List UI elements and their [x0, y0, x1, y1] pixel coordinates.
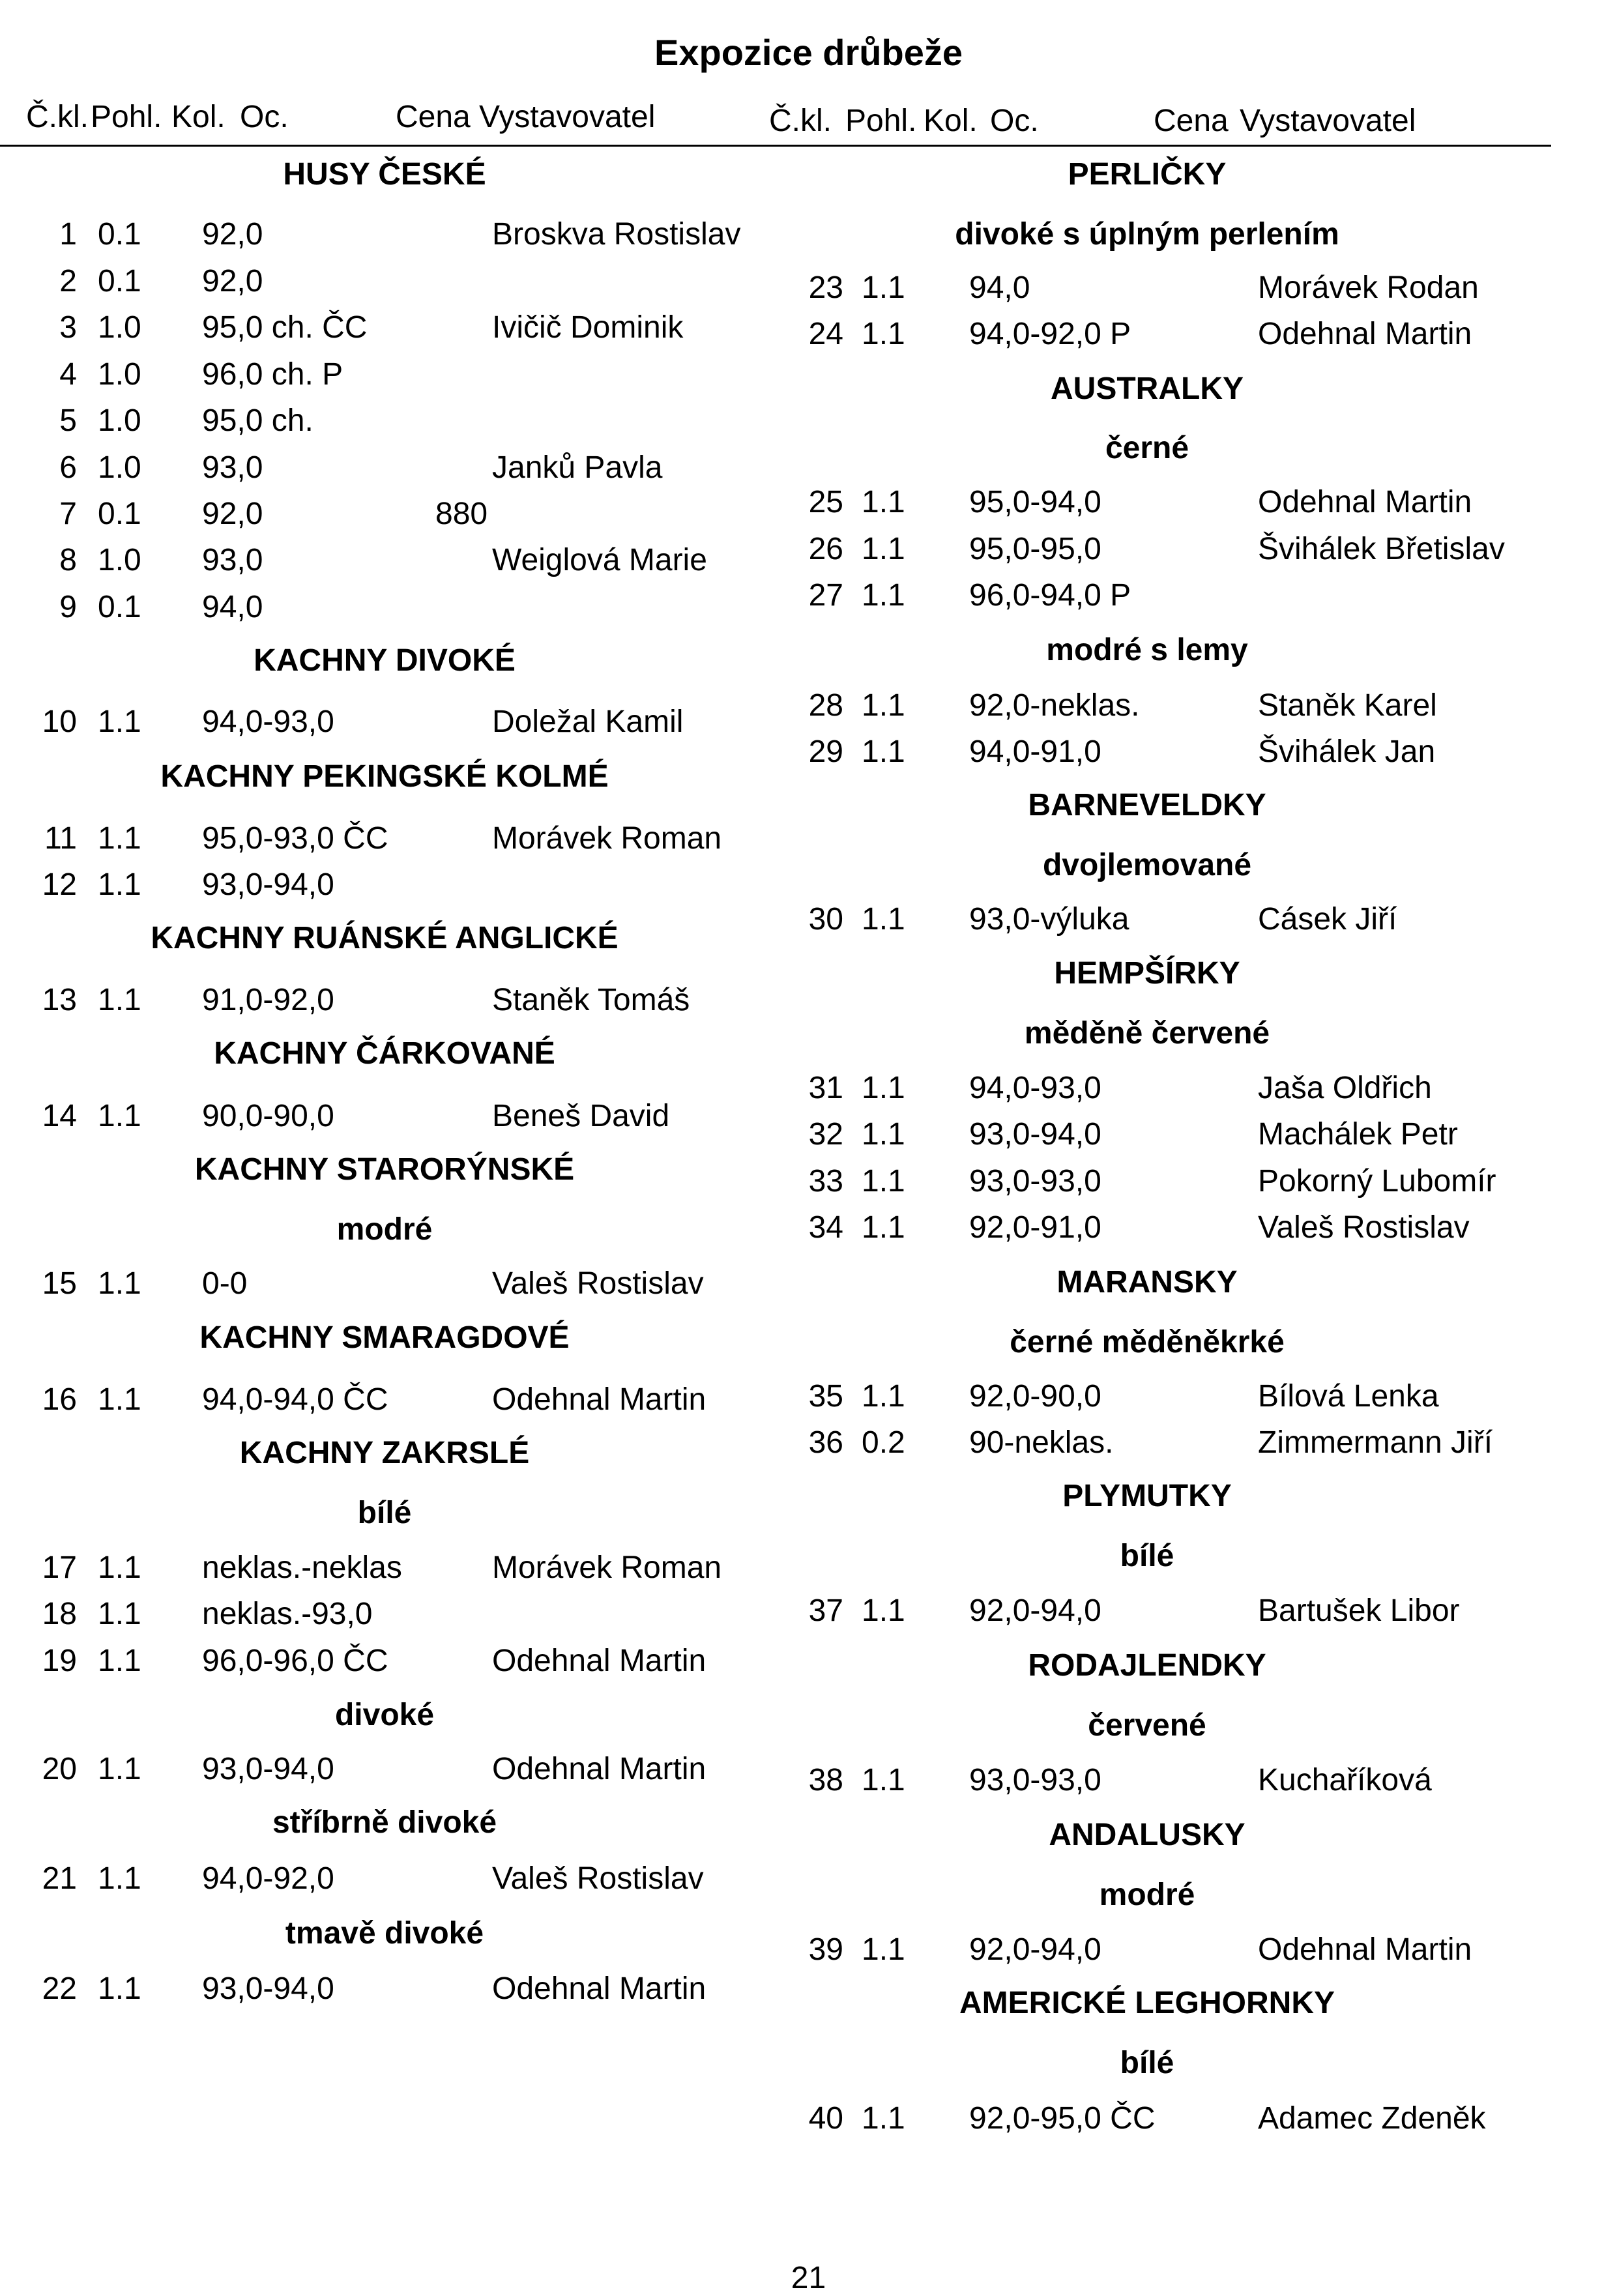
section-heading: dvojlemované [1042, 848, 1252, 882]
page-number: 21 [791, 2261, 826, 2295]
entry-row [0, 316, 1617, 355]
entry-sex-count: 1.1 [862, 1210, 905, 1245]
entry-row [0, 901, 1617, 940]
entry-row [0, 577, 1617, 617]
entry-number: 25 [808, 485, 843, 519]
entry-sex-count: 1.1 [98, 1266, 141, 1301]
entry-rating: 93,0 [202, 450, 263, 485]
entry-row [0, 2100, 1617, 2140]
entry-sex-count: 0.1 [98, 497, 141, 531]
entry-number: 20 [42, 1752, 77, 1786]
section-heading: stříbrně divoké [272, 1805, 497, 1840]
entry-exhibitor: Ivičič Dominik [492, 310, 684, 345]
section-heading: AUSTRALKY [1051, 371, 1244, 406]
section-heading: KACHNY DIVOKÉ [254, 643, 516, 678]
entry-number: 18 [42, 1597, 77, 1631]
entry-number: 39 [808, 1932, 843, 1967]
section-heading: černé měděněkrké [1010, 1325, 1285, 1359]
entry-number: 26 [808, 532, 843, 566]
section-heading: černé [1105, 431, 1189, 465]
entry-exhibitor: Valeš Rostislav [1258, 1210, 1470, 1245]
entry-sex-count: 1.1 [862, 2101, 905, 2136]
entry-row [0, 1425, 1617, 1464]
entry-rating: 90-neklas. [969, 1425, 1114, 1460]
entry-rating: 92,0-95,0 ČC [969, 2101, 1156, 2136]
section-heading: HUSY ČESKÉ [283, 157, 486, 192]
section-heading: tmavě divoké [285, 1916, 484, 1951]
entry-exhibitor: Broskva Rostislav [492, 217, 741, 252]
entry-sex-count: 1.1 [862, 532, 905, 566]
entry-sex-count: 1.1 [862, 1593, 905, 1628]
entry-exhibitor: Valeš Rostislav [492, 1861, 704, 1896]
entry-exhibitor: Bartušek Libor [1258, 1593, 1460, 1628]
entry-number: 15 [42, 1266, 77, 1301]
entry-number: 36 [808, 1425, 843, 1460]
entry-sex-count: 1.1 [98, 1099, 141, 1133]
section-heading: modré s lemy [1046, 633, 1248, 667]
entry-number: 11 [44, 821, 77, 856]
entry-row [0, 1378, 1617, 1417]
entry-rating: neklas.-93,0 [202, 1597, 373, 1631]
entry-rating: 92,0-neklas. [969, 688, 1140, 723]
header-left-cena: Cena [396, 100, 471, 134]
entry-rating: 94,0-94,0 ČC [202, 1382, 388, 1417]
section-heading: bílé [1120, 1539, 1174, 1573]
entry-sex-count: 1.1 [862, 1763, 905, 1797]
entry-row [0, 270, 1617, 309]
section-heading: PLYMUTKY [1062, 1479, 1232, 1513]
entry-sex-count: 1.1 [862, 1164, 905, 1199]
entry-sex-count: 1.1 [98, 1550, 141, 1585]
entry-rating: 94,0-93,0 [969, 1071, 1101, 1105]
section-heading: KACHNY SMARAGDOVÉ [199, 1320, 570, 1355]
entry-sex-count: 0.2 [862, 1425, 905, 1460]
entry-row [0, 531, 1617, 570]
entry-number: 35 [808, 1379, 843, 1414]
entry-sex-count: 1.1 [98, 1971, 141, 2006]
header-left-ocenenni: Oc. [240, 100, 289, 134]
entry-row [0, 1070, 1617, 1109]
entry-row [0, 484, 1617, 523]
entry-sex-count: 0.1 [98, 217, 141, 252]
entry-sex-count: 1.1 [862, 578, 905, 613]
entry-rating: 93,0-93,0 [969, 1164, 1101, 1199]
entry-rating: 92,0-94,0 [969, 1932, 1101, 1967]
header-divider [0, 145, 1551, 147]
header-right-kolekce: Kol. [924, 104, 978, 138]
entry-number: 8 [59, 543, 77, 577]
entry-rating: 94,0-93,0 [202, 705, 334, 739]
entry-rating: neklas.-neklas [202, 1550, 402, 1585]
entry-sex-count: 1.1 [98, 1382, 141, 1417]
entry-number: 9 [59, 590, 77, 624]
entry-rating: 93,0-94,0 [202, 867, 334, 902]
entry-exhibitor: Beneš David [492, 1099, 670, 1133]
entry-number: 29 [808, 734, 843, 769]
entry-sex-count: 1.1 [98, 1597, 141, 1631]
section-heading: MARANSKY [1056, 1265, 1238, 1300]
entry-number: 27 [808, 578, 843, 613]
entry-sex-count: 1.0 [98, 543, 141, 577]
entry-number: 22 [42, 1971, 77, 2006]
entry-rating: 96,0-96,0 ČC [202, 1644, 388, 1678]
entry-number: 10 [42, 705, 77, 739]
entry-sex-count: 1.1 [862, 1932, 905, 1967]
entry-sex-count: 1.1 [98, 821, 141, 856]
entry-sex-count: 1.0 [98, 450, 141, 485]
entry-exhibitor: Adamec Zdeněk [1258, 2101, 1486, 2136]
entry-exhibitor: Doležal Kamil [492, 705, 684, 739]
entry-exhibitor: Machálek Petr [1258, 1117, 1458, 1152]
entry-rating: 93,0-94,0 [969, 1117, 1101, 1152]
section-heading: měděně červené [1024, 1016, 1270, 1051]
entry-rating: 96,0 ch. P [202, 357, 343, 392]
entry-rating: 94,0 [969, 270, 1030, 305]
entry-exhibitor: Kuchaříková [1258, 1763, 1432, 1797]
entry-rating: 93,0-94,0 [202, 1752, 334, 1786]
entry-number: 2 [59, 264, 77, 298]
entry-number: 31 [808, 1071, 843, 1105]
entry-row [0, 1932, 1617, 1971]
section-heading: KACHNY PEKINGSKÉ KOLMÉ [160, 759, 609, 794]
entry-exhibitor: Odehnal Martin [492, 1971, 707, 2006]
section-heading: RODAJLENDKY [1028, 1648, 1266, 1683]
entry-number: 40 [808, 2101, 843, 2136]
section-heading: AMERICKÉ LEGHORNKY [959, 1986, 1335, 2020]
entry-exhibitor: Zimmermann Jiří [1258, 1425, 1493, 1460]
entry-row [0, 1163, 1617, 1202]
entry-rating: 94,0-92,0 [202, 1861, 334, 1896]
entry-exhibitor: Švihálek Jan [1258, 734, 1436, 769]
section-heading: KACHNY RUÁNSKÉ ANGLICKÉ [151, 921, 619, 955]
entry-exhibitor: Odehnal Martin [1258, 1932, 1472, 1967]
entry-rating: 93,0-93,0 [969, 1763, 1101, 1797]
entry-exhibitor: Švihálek Břetislav [1258, 532, 1505, 566]
section-heading: ANDALUSKY [1049, 1818, 1246, 1852]
entry-number: 33 [808, 1164, 843, 1199]
entry-rating: 90,0-90,0 [202, 1099, 334, 1133]
entry-exhibitor: Odehnal Martin [492, 1382, 707, 1417]
entry-exhibitor: Morávek Rodan [1258, 270, 1479, 305]
section-heading: modré [336, 1212, 433, 1247]
entry-number: 19 [42, 1644, 77, 1678]
entry-rating: 0-0 [202, 1266, 248, 1301]
entry-rating: 93,0-výluka [969, 902, 1129, 937]
entry-sex-count: 1.1 [862, 734, 905, 769]
entry-number: 3 [59, 310, 77, 345]
entry-exhibitor: Odehnal Martin [492, 1644, 707, 1678]
entry-rating: 92,0-90,0 [969, 1379, 1101, 1414]
entry-sex-count: 1.1 [98, 1644, 141, 1678]
entry-exhibitor: Janků Pavla [492, 450, 663, 485]
header-left-pohlavi: Pohl. [91, 100, 162, 134]
entry-rating: 93,0-94,0 [202, 1971, 334, 2006]
entry-number: 30 [808, 902, 843, 937]
entry-number: 1 [59, 217, 77, 252]
section-heading: KACHNY ČÁRKOVANÉ [214, 1036, 555, 1071]
entry-exhibitor: Pokorný Lubomír [1258, 1164, 1496, 1199]
entry-sex-count: 1.1 [862, 1117, 905, 1152]
header-right-cislo: Č.kl. [769, 104, 832, 138]
entry-rating: 92,0-94,0 [969, 1593, 1101, 1628]
entry-exhibitor: Weiglová Marie [492, 543, 707, 577]
entry-number: 38 [808, 1763, 843, 1797]
entry-sex-count: 1.0 [98, 403, 141, 438]
section-heading: HEMPŠÍRKY [1054, 956, 1240, 991]
entry-rating: 94,0 [202, 590, 263, 624]
entry-sex-count: 1.1 [98, 1861, 141, 1896]
entry-rating: 94,0-92,0 P [969, 317, 1131, 351]
header-left-cislo: Č.kl. [26, 100, 89, 134]
entry-rating: 95,0-95,0 [969, 532, 1101, 566]
entry-number: 5 [59, 403, 77, 438]
entry-sex-count: 1.1 [98, 705, 141, 739]
section-heading: bílé [1120, 2046, 1174, 2080]
entry-exhibitor: Staněk Tomáš [492, 983, 690, 1017]
entry-sex-count: 1.1 [98, 983, 141, 1017]
entry-exhibitor: Jaša Oldřich [1258, 1071, 1432, 1105]
header-right-ocenenni: Oc. [990, 104, 1039, 138]
entry-row [0, 688, 1617, 727]
entry-exhibitor: Bílová Lenka [1258, 1379, 1439, 1414]
entry-row [0, 1593, 1617, 1632]
header-left-vystavovatel: Vystavovatel [479, 100, 656, 134]
entry-exhibitor: Odehnal Martin [492, 1752, 707, 1786]
entry-number: 12 [42, 867, 77, 902]
entry-rating: 93,0 [202, 543, 263, 577]
header-left-kolekce: Kol. [171, 100, 226, 134]
section-heading: červené [1088, 1708, 1206, 1743]
entry-row [0, 1210, 1617, 1249]
entry-rating: 95,0-93,0 ČC [202, 821, 388, 856]
entry-number: 23 [808, 270, 843, 305]
entry-sex-count: 1.0 [98, 357, 141, 392]
entry-sex-count: 1.1 [862, 1071, 905, 1105]
entry-exhibitor: Cásek Jiří [1258, 902, 1397, 937]
entry-rating: 95,0 ch. ČC [202, 310, 368, 345]
entry-sex-count: 0.1 [98, 590, 141, 624]
entry-sex-count: 1.1 [98, 1752, 141, 1786]
entry-exhibitor: Valeš Rostislav [492, 1266, 704, 1301]
entry-exhibitor: Morávek Roman [492, 1550, 722, 1585]
entry-sex-count: 0.1 [98, 264, 141, 298]
entry-row [0, 1762, 1617, 1801]
entry-number: 4 [59, 357, 77, 392]
page-title: Expozice drůbeže [654, 32, 963, 73]
entry-sex-count: 1.1 [862, 270, 905, 305]
entry-sex-count: 1.1 [98, 867, 141, 902]
entry-number: 7 [59, 497, 77, 531]
entry-number: 16 [42, 1382, 77, 1417]
section-heading: KACHNY ZAKRSLÉ [239, 1436, 530, 1470]
entry-rating: 92,0 [202, 497, 263, 531]
entry-number: 6 [59, 450, 77, 485]
entry-rating: 92,0 [202, 217, 263, 252]
entry-sex-count: 1.0 [98, 310, 141, 345]
entry-number: 37 [808, 1593, 843, 1628]
section-heading: BARNEVELDKY [1028, 788, 1266, 822]
entry-number: 21 [42, 1861, 77, 1896]
entry-number: 34 [808, 1210, 843, 1245]
entry-number: 32 [808, 1117, 843, 1152]
entry-sex-count: 1.1 [862, 1379, 905, 1414]
entry-sex-count: 1.1 [862, 902, 905, 937]
section-heading: modré [1099, 1878, 1195, 1912]
entry-rating: 92,0-91,0 [969, 1210, 1101, 1245]
entry-rating: 91,0-92,0 [202, 983, 334, 1017]
header-right-cena: Cena [1154, 104, 1229, 138]
section-heading: divoké s úplným perlením [955, 217, 1339, 252]
entry-row [0, 734, 1617, 773]
entry-exhibitor: Staněk Karel [1258, 688, 1437, 723]
entry-number: 13 [42, 983, 77, 1017]
entry-rating: 96,0-94,0 P [969, 578, 1131, 613]
entry-number: 14 [42, 1099, 77, 1133]
section-heading: bílé [357, 1496, 412, 1530]
entry-price: 880 [435, 497, 488, 531]
entry-number: 24 [808, 317, 843, 351]
entry-rating: 95,0 ch. [202, 403, 313, 438]
entry-row [0, 1116, 1617, 1155]
header-right-vystavovatel: Vystavovatel [1240, 104, 1416, 138]
section-heading: PERLIČKY [1068, 157, 1227, 192]
entry-number: 28 [808, 688, 843, 723]
entry-sex-count: 1.1 [862, 688, 905, 723]
entry-sex-count: 1.1 [862, 485, 905, 519]
header-right-pohlavi: Pohl. [845, 104, 917, 138]
entry-rating: 92,0 [202, 264, 263, 298]
section-heading: divoké [334, 1698, 435, 1732]
entry-exhibitor: Odehnal Martin [1258, 317, 1472, 351]
entry-rating: 95,0-94,0 [969, 485, 1101, 519]
entry-sex-count: 1.1 [862, 317, 905, 351]
entry-rating: 94,0-91,0 [969, 734, 1101, 769]
entry-exhibitor: Morávek Roman [492, 821, 722, 856]
section-heading: KACHNY STARORÝNSKÉ [194, 1152, 575, 1187]
entry-exhibitor: Odehnal Martin [1258, 485, 1472, 519]
entry-number: 17 [42, 1550, 77, 1585]
